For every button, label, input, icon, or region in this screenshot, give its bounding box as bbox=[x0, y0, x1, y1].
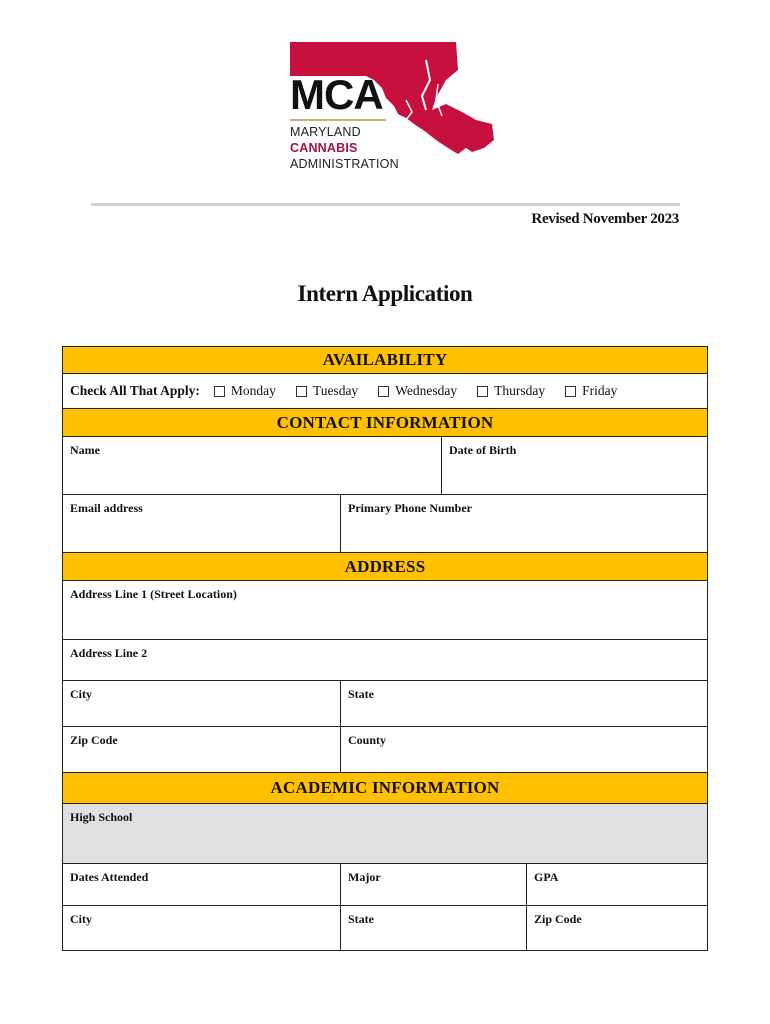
logo-mark: MCA bbox=[290, 71, 383, 118]
checkbox-icon bbox=[296, 386, 307, 397]
mca-logo bbox=[286, 40, 501, 180]
dob-field[interactable] bbox=[441, 437, 707, 494]
school-zip-field[interactable] bbox=[526, 906, 707, 950]
phone-label: Primary Phone Number bbox=[348, 501, 472, 515]
day-label: Friday bbox=[582, 383, 618, 398]
wednesday-checkbox[interactable] bbox=[378, 383, 457, 399]
academic-row-2 bbox=[62, 864, 708, 906]
address-line1-label: Address Line 1 (Street Location) bbox=[70, 587, 237, 601]
address-row-3 bbox=[62, 681, 708, 727]
zip-field[interactable] bbox=[63, 727, 340, 772]
county-label: County bbox=[348, 733, 387, 747]
address-row-1 bbox=[62, 581, 708, 640]
high-school-field[interactable] bbox=[63, 804, 707, 863]
page-title: Intern Application bbox=[297, 281, 473, 306]
academic-row-1 bbox=[62, 804, 708, 864]
day-label: Wednesday bbox=[395, 383, 458, 398]
state-label: State bbox=[348, 687, 374, 701]
checkbox-icon bbox=[214, 386, 225, 397]
address-line2-label: Address Line 2 bbox=[70, 646, 148, 660]
availability-heading: AVAILABILITY bbox=[62, 346, 708, 374]
name-label: Name bbox=[70, 443, 100, 457]
address-line1-field[interactable] bbox=[63, 581, 707, 639]
contact-row-1 bbox=[62, 437, 708, 495]
high-school-label: High School bbox=[70, 810, 133, 824]
email-field[interactable] bbox=[63, 495, 340, 552]
email-label: Email address bbox=[70, 501, 143, 515]
checkbox-icon bbox=[477, 386, 488, 397]
state-field[interactable] bbox=[340, 681, 707, 726]
dates-attended-label: Dates Attended bbox=[70, 870, 149, 884]
address-line2-field[interactable] bbox=[63, 640, 707, 680]
checkbox-icon bbox=[378, 386, 389, 397]
logo-line-administration: ADMINISTRATION bbox=[290, 157, 399, 171]
day-label: Tuesday bbox=[312, 383, 359, 398]
revised-date: Revised November 2023 bbox=[531, 211, 679, 227]
school-city-field[interactable] bbox=[63, 906, 340, 950]
gpa-field[interactable] bbox=[526, 864, 707, 905]
school-state-field[interactable] bbox=[340, 906, 526, 950]
address-heading: ADDRESS bbox=[62, 553, 708, 581]
day-label: Thursday bbox=[494, 383, 546, 398]
checkbox-icon bbox=[565, 386, 576, 397]
name-field[interactable] bbox=[63, 437, 441, 494]
major-field[interactable] bbox=[340, 864, 526, 905]
academic-row-3 bbox=[62, 906, 708, 951]
city-label: City bbox=[70, 687, 92, 701]
day-label: Monday bbox=[230, 383, 276, 398]
major-label: Major bbox=[348, 870, 381, 884]
logo-rule bbox=[290, 119, 386, 121]
logo-line-cannabis: CANNABIS bbox=[290, 141, 358, 155]
availability-row bbox=[62, 374, 708, 409]
address-row-4 bbox=[62, 727, 708, 773]
school-city-label: City bbox=[70, 912, 92, 926]
academic-heading: ACADEMIC INFORMATION bbox=[62, 773, 708, 804]
monday-checkbox[interactable] bbox=[214, 383, 276, 399]
dob-label: Date of Birth bbox=[449, 443, 517, 457]
thursday-checkbox[interactable] bbox=[477, 383, 545, 399]
tuesday-checkbox[interactable] bbox=[296, 383, 358, 399]
availability-label: Check All That Apply: bbox=[70, 383, 200, 398]
address-row-2 bbox=[62, 640, 708, 681]
city-field[interactable] bbox=[63, 681, 340, 726]
header-divider bbox=[91, 203, 680, 206]
dates-attended-field[interactable] bbox=[63, 864, 340, 905]
phone-field[interactable] bbox=[340, 495, 707, 552]
school-zip-label: Zip Code bbox=[534, 912, 582, 926]
zip-label: Zip Code bbox=[70, 733, 118, 747]
application-form bbox=[62, 346, 708, 951]
county-field[interactable] bbox=[340, 727, 707, 772]
contact-heading: CONTACT INFORMATION bbox=[62, 409, 708, 437]
logo-line-maryland: MARYLAND bbox=[290, 125, 361, 139]
friday-checkbox[interactable] bbox=[565, 383, 617, 399]
gpa-label: GPA bbox=[534, 870, 559, 884]
contact-row-2 bbox=[62, 495, 708, 553]
school-state-label: State bbox=[348, 912, 374, 926]
